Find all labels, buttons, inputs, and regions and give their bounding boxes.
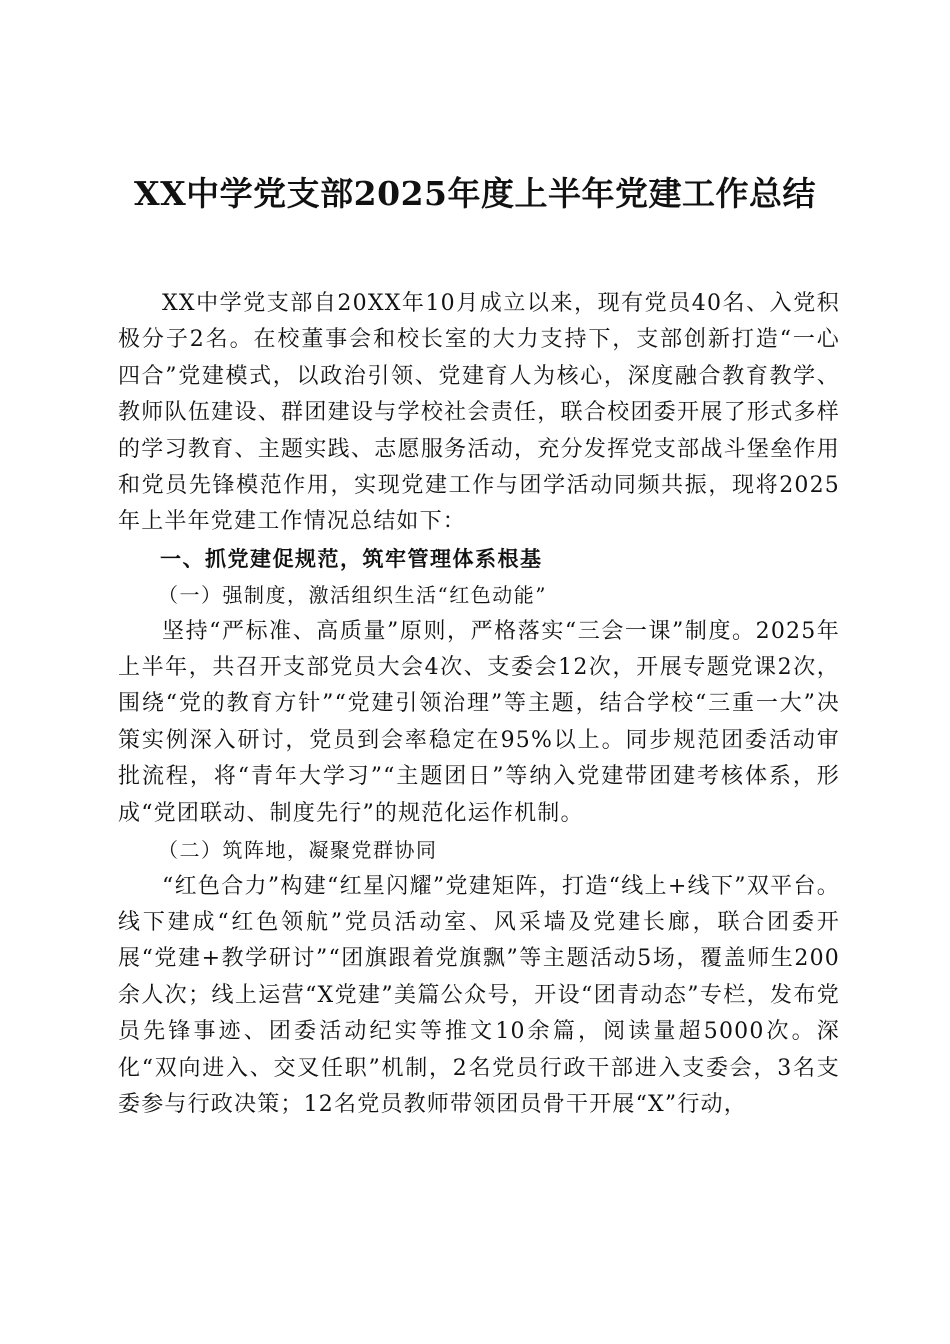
intro-paragraph: XX中学党支部自20XX年10月成立以来，现有党员40名、入党积极分子2名。在校董事会和校长室的大力支持下，支部创新打造“一心四合”党建模式，以政治引领、党建育人为核心，深度融合教育教学、教师队伍建设、群团建设与学校社会责任，联合校团委开展了形式多样的学习教育、主题实践、志愿服务活动，充分发挥党支部战斗堡垒作用和党员先锋模范作用，实现党建工作与团学活动同频共振，现将2025年上半年党建工作情况总结如下：: [118, 291, 840, 535]
subsection-heading-2: （二）筑阵地，凝聚党群协同: [158, 838, 438, 863]
document-title: XX中学党支部2025年度上半年党建工作总结: [133, 174, 817, 213]
subsection-heading-1: （一）强制度，激活组织生活“红色动能”: [158, 583, 547, 608]
section-heading-1: 一、抓党建促规范，筑牢管理体系根基: [160, 546, 543, 571]
document-body: [118, 286, 840, 1123]
subsection-paragraph-1: 坚持“严标准、高质量”原则，严格落实“三会一课”制度。2025年上半年，共召开支部党员大会4次、支委会12次，开展专题党课2次，围绕“党的教育方针”“党建引领治理”等主题，结合学校“三重一大”决策实例深入研讨，党员到会率稳定在95%以上。同步规范团委活动审批流程，将“青年大学习”“主题团日”等纳入党建带团建考核体系，形成“党团联动、制度先行”的规范化运作机制。: [118, 618, 840, 826]
subsection-paragraph-2: “红色合力”构建“红星闪耀”党建矩阵，打造“线上+线下”双平台。线下建成“红色领航”党员活动室、风采墙及党建长廊，联合团委开展“党建+教学研讨”“团旗跟着党旗飘”等主题活动5场，覆盖师生200余人次；线上运营“X党建”美篇公众号，开设“团青动态”专栏，发布党员先锋事迹、团委活动纪实等推文10余篇，阅读量超5000次。深化“双向进入、交叉任职”机制，2名党员行政干部进入支委会，3名支委参与行政决策；12名党员教师带领团员骨干开展“X”行动，: [118, 873, 840, 1117]
